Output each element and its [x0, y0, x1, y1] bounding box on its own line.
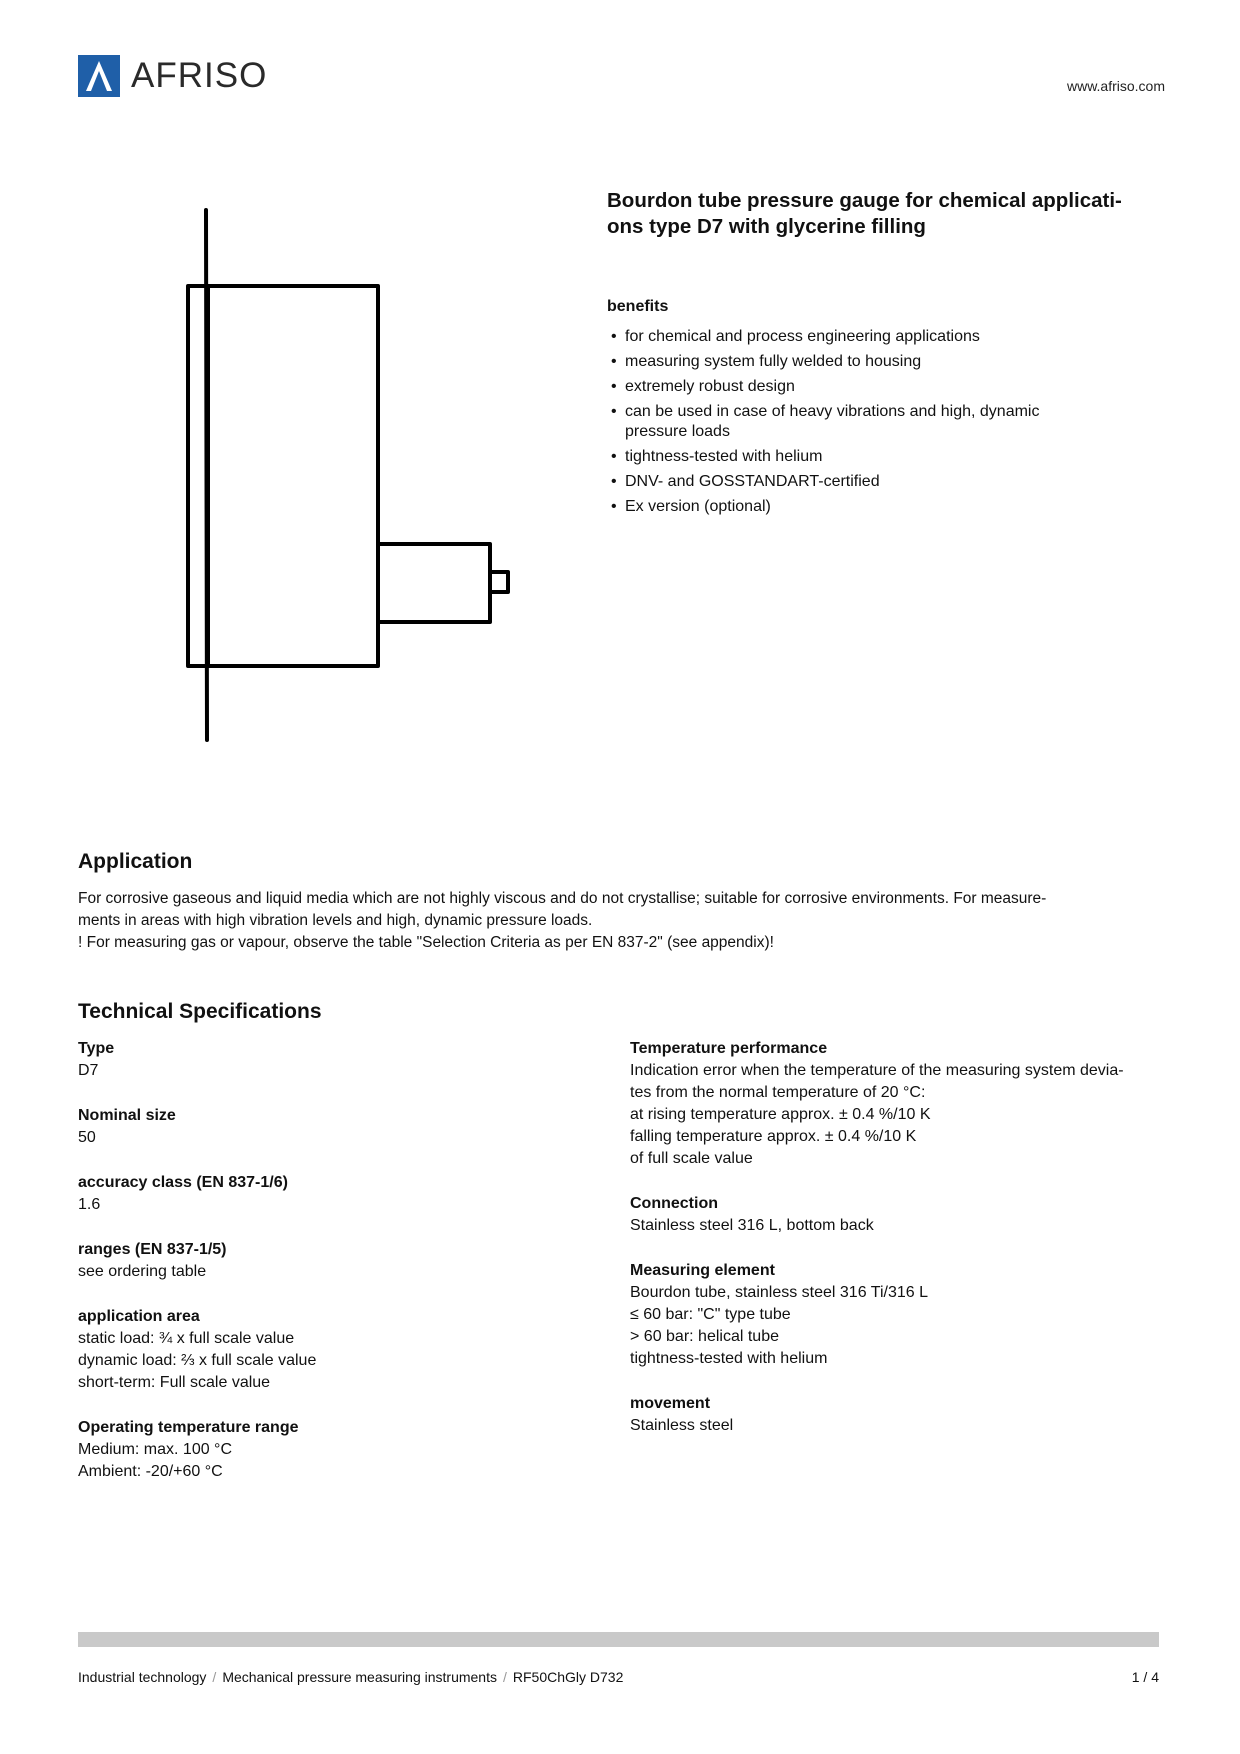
application-text [78, 888, 1163, 954]
spec-value: D7 [78, 1062, 99, 1079]
spec-value: tes from the normal temperature of 20 °C: [630, 1084, 926, 1101]
spec-title: accuracy class (EN 837-1/6) [78, 1174, 288, 1191]
specs-right-column [630, 1038, 1150, 1460]
spec-value: tightness-tested with helium [630, 1350, 828, 1367]
spec-title: ranges (EN 837-1/5) [78, 1241, 227, 1258]
application-heading: Application [78, 850, 193, 873]
spec-value: short-term: Full scale value [78, 1374, 271, 1391]
breadcrumb-item: Industrial technology [78, 1669, 207, 1685]
spec-value: static load: ¾ x full scale value [78, 1330, 295, 1347]
product-title-line-1: Bourdon tube pressure gauge for chemical applicati- [607, 189, 1122, 212]
afriso-logo [78, 55, 318, 97]
spec-operating-temperature [78, 1417, 598, 1483]
list-item: • Ex version (optional) [611, 497, 1171, 517]
spec-value: 1.6 [78, 1196, 101, 1213]
application-text-line-2: ments in areas with high vibration levels and high, dynamic pressure loads. [78, 912, 593, 929]
spec-value: of full scale value [630, 1150, 753, 1167]
spec-title: application area [78, 1308, 200, 1325]
list-item: • DNV- and GOSSTANDART-certified [611, 472, 1171, 492]
spec-measuring-element [630, 1260, 1150, 1370]
spec-title: Operating temperature range [78, 1419, 299, 1436]
gauge-housing [188, 286, 378, 666]
spec-title: Type [78, 1040, 115, 1057]
breadcrumb-item: Mechanical pressure measuring instruments [222, 1669, 497, 1685]
benefits-list [611, 327, 1171, 522]
footer-divider-bar [78, 1632, 1159, 1647]
spec-movement [630, 1393, 1150, 1437]
spec-value: Ambient: -20/+60 °C [78, 1463, 223, 1480]
spec-value: 50 [78, 1129, 96, 1146]
afriso-triangle-logo-icon [78, 55, 120, 97]
list-item: • for chemical and process engineering applications [611, 327, 1171, 347]
list-item: • can be used in case of heavy vibrations and high, dynamic pressure loads [611, 402, 1171, 442]
spec-value: Medium: max. 100 °C [78, 1441, 233, 1458]
product-title [607, 188, 1147, 240]
list-item: • measuring system fully welded to housing [611, 352, 1171, 372]
breadcrumb-separator: / [503, 1669, 507, 1685]
spec-value: Bourdon tube, stainless steel 316 Ti/316 L [630, 1284, 928, 1301]
specs-left-column [78, 1038, 598, 1506]
website-url[interactable]: www.afriso.com [1066, 78, 1165, 94]
footer-breadcrumb [78, 1669, 623, 1685]
technical-specifications-heading: Technical Specifications [78, 1000, 322, 1023]
brand-name: AFRISO [131, 56, 268, 95]
spec-value: see ordering table [78, 1263, 207, 1280]
gauge-side-view-drawing [170, 200, 530, 760]
spec-title: Temperature performance [630, 1040, 828, 1057]
product-title-line-2: ons type D7 with glycerine filling [607, 215, 926, 238]
spec-ranges [78, 1239, 598, 1283]
spec-title: Nominal size [78, 1107, 176, 1124]
spec-value: Stainless steel 316 L, bottom back [630, 1217, 874, 1234]
spec-title: Measuring element [630, 1262, 775, 1279]
spec-value: ≤ 60 bar: "C" type tube [630, 1306, 791, 1323]
page-number: 1 / 4 [1131, 1669, 1159, 1685]
spec-value: Stainless steel [630, 1417, 734, 1434]
spec-value: dynamic load: ⅔ x full scale value [78, 1352, 317, 1369]
breadcrumb-separator: / [212, 1669, 217, 1685]
application-text-line-3: ! For measuring gas or vapour, observe the table "Selection Criteria as per EN 837-2" (see appendix)! [78, 934, 774, 951]
list-item: • tightness-tested with helium [611, 447, 1171, 467]
benefits-heading: benefits [607, 298, 669, 315]
spec-connection [630, 1193, 1150, 1237]
spec-value: at rising temperature approx. ± 0.4 %/10 K [630, 1106, 931, 1123]
spec-value: Indication error when the temperature of the measuring system devia- [630, 1062, 1124, 1079]
spec-title: movement [630, 1395, 711, 1412]
spec-value: falling temperature approx. ± 0.4 %/10 K [630, 1128, 917, 1145]
spec-accuracy-class [78, 1172, 598, 1216]
spec-application-area [78, 1306, 598, 1394]
connection-nipple [490, 572, 508, 592]
spec-type [78, 1038, 598, 1082]
spec-title: Connection [630, 1195, 718, 1212]
spec-temperature-performance [630, 1038, 1150, 1170]
application-text-line-1: For corrosive gaseous and liquid media which are not highly viscous and do not crystallise; suitable for corrosive environments. For measure- [78, 890, 1047, 907]
breadcrumb-item: RF50ChGly D732 [512, 1669, 624, 1685]
connection-stem [378, 544, 490, 622]
spec-value: > 60 bar: helical tube [630, 1328, 779, 1345]
spec-nominal-size [78, 1105, 598, 1149]
list-item: • extremely robust design [611, 377, 1171, 397]
